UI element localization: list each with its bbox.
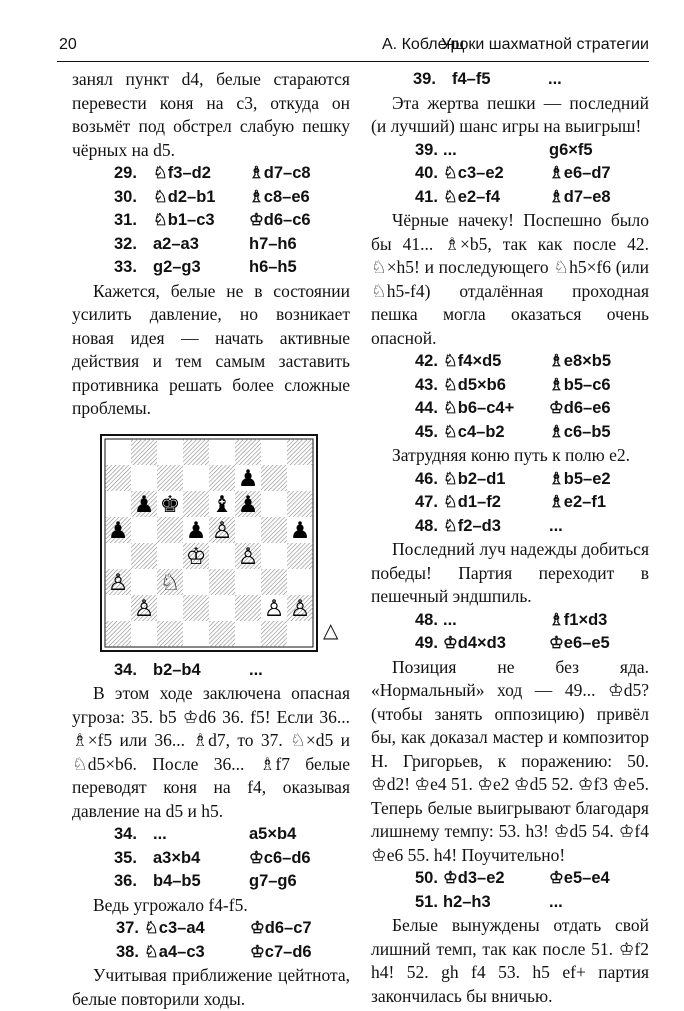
move-number: 47.: [415, 493, 438, 511]
dark-square: [209, 621, 235, 647]
move-row: [371, 186, 649, 210]
white-pawn-icon: ♙: [289, 595, 311, 622]
white-move: ♘c3–e2: [443, 164, 504, 182]
move-list: [371, 609, 649, 656]
move-row: [72, 162, 350, 186]
chess-diagram: [72, 434, 350, 652]
move-number: 34.: [114, 825, 137, 843]
white-move: f4–f5: [452, 70, 491, 88]
move-list: [72, 162, 350, 280]
white-pawn-icon: ♙: [263, 595, 285, 622]
black-pawn-icon: ♟: [133, 491, 155, 518]
dark-square: [157, 465, 183, 491]
paragraph: Белые вынуждены отдать свой лишний темп, так как после 51. ♔f2 h4! 52. gh f4 53. h5 ef+ партия закончилась бы вничью.: [371, 915, 649, 1006]
dark-square: [235, 595, 261, 621]
white-pawn-icon: ♙: [133, 595, 155, 622]
white-move: h2–h3: [443, 892, 491, 911]
move-number: 48.: [415, 610, 438, 629]
black-move: ♔d6–e6: [549, 399, 611, 417]
dark-square: [183, 491, 209, 517]
black-move: ♗d7–c8: [249, 164, 311, 182]
white-move: ♔d4×d3: [443, 634, 506, 652]
black-pawn-icon: ♟: [107, 517, 129, 544]
white-move: ♘a4–c3: [144, 942, 205, 961]
dark-square: [131, 543, 157, 569]
black-move: ♗e8×b5: [549, 352, 612, 370]
chess-board: [100, 434, 318, 652]
move-row: [371, 139, 649, 163]
black-move: ...: [549, 892, 563, 911]
paragraph: Кажется, белые не в состоянии усилить давление, но возникает новая идея — начать активные действия и тем самым заставить противника решать более сложные проблемы.: [72, 280, 350, 418]
black-move: ♗b5–e2: [549, 469, 611, 488]
move-list: [371, 468, 649, 539]
black-move: ♗e2–f1: [549, 493, 606, 511]
paragraph: Эта жертва пешки — последний (и лучший) шанс игры на выигрыш!: [371, 92, 649, 136]
white-move: b4–b5: [153, 872, 201, 890]
right-column: [371, 68, 649, 1008]
dark-square: [287, 491, 313, 517]
move-number: 46.: [415, 469, 438, 488]
paragraph: Чёрные начеку! Поспешно было бы 41... ♗×b5, так как после 42. ♘×h5! и последующего ♘h5×f6 (или ♘h5-f4) отдалённая проходная пешка могла оказаться очень опасной.: [371, 210, 649, 348]
move-number: 29.: [114, 164, 137, 182]
dark-square: [287, 439, 313, 465]
move-number: 50.: [415, 869, 438, 887]
white-move: ♘f3–d2: [153, 164, 211, 182]
dark-square: [183, 439, 209, 465]
paragraph: Последний луч надежды добиться победы! Партия переходит в пешечный эндшпиль.: [371, 539, 649, 606]
dark-square: [183, 595, 209, 621]
move-list: [371, 350, 649, 444]
black-pawn-icon: ♟: [289, 517, 311, 544]
move-row: [371, 609, 649, 633]
author-name: А. Кобленц: [382, 36, 465, 53]
white-king-icon: ♔: [185, 543, 207, 570]
move-number: 30.: [114, 187, 137, 206]
move-row: [371, 491, 649, 515]
move-list: [371, 867, 649, 914]
black-move: ♔c7–d6: [250, 942, 312, 961]
move-number: 42.: [415, 352, 438, 370]
black-move: h6–h5: [249, 258, 297, 276]
move-number: 41.: [415, 187, 438, 206]
white-move: a3×b4: [153, 848, 201, 867]
move-row: [371, 468, 649, 492]
move-row: [72, 941, 350, 965]
paragraph: Позиция не без яда. «Нормальный» ход — 49... ♔d5? (чтобы занять оппозицию) привёл бы, как доказал мастер и композитор Н. Григорьев, к поражению: 50. ♔d2! ♔e4 51. ♔e2 ♔d5 52. ♔f3 ♔e5. Теперь белые выигрывают благодаря лишнему темпу: 53. h3! ♔d5 54. ♔f4 ♔e6 55. h4! Поучительно!: [371, 656, 649, 865]
black-move: ♔e5–e4: [549, 869, 610, 887]
move-row: [371, 374, 649, 398]
black-king-icon: ♚: [159, 491, 181, 518]
white-move: ♘b6–c4+: [443, 399, 515, 417]
black-pawn-icon: ♟: [185, 517, 207, 544]
move-row: [72, 256, 350, 280]
dark-square: [287, 543, 313, 569]
move-row: [72, 823, 350, 847]
move-number: 44.: [415, 399, 438, 417]
move-number: 38.: [116, 942, 139, 961]
dark-square: [157, 517, 183, 543]
paragraph: занял пункт d4, белые стараются перевести коня на c3, откуда он возьмёт под обстрел слабую пешку чёрных на d5.: [72, 69, 350, 160]
white-move: b2–b4: [153, 660, 201, 679]
move-number: 48.: [415, 516, 438, 535]
white-move: ♘c3–a4: [144, 919, 205, 937]
white-move: ♘e2–f4: [443, 187, 500, 206]
move-row: [371, 632, 649, 656]
black-move: a5×b4: [249, 825, 297, 843]
white-move: ♘f4×d5: [443, 352, 502, 370]
move-row: [371, 891, 649, 915]
black-move: h7–h6: [249, 234, 297, 253]
white-move: ♘c4–b2: [443, 422, 505, 441]
black-move: ♗d7–e8: [549, 187, 611, 206]
black-move: g6×f5: [549, 140, 593, 159]
paragraph: Затрудняя коню путь к полю e2.: [392, 445, 630, 465]
move-row: [72, 186, 350, 210]
header-rule: [57, 61, 649, 62]
black-move: ♔e6–e5: [549, 634, 610, 652]
black-pawn-icon: ♟: [237, 491, 259, 518]
white-move: ♘d5×b6: [443, 375, 506, 394]
move-row: [371, 515, 649, 539]
white-move: ♘d2–b1: [153, 187, 216, 206]
black-move: ♗e6–d7: [549, 164, 611, 182]
paragraph: Ведь угрожало f4-f5.: [93, 894, 248, 915]
move-number: 37.: [116, 919, 139, 937]
white-move: ...: [443, 610, 457, 629]
move-number: 45.: [415, 422, 438, 441]
move-number: 33.: [114, 258, 137, 276]
dark-square: [209, 465, 235, 491]
move-list: [371, 68, 649, 92]
dark-square: [209, 569, 235, 595]
black-move: ♗b5–c6: [549, 375, 611, 394]
black-move: ♔d6–c7: [250, 919, 312, 937]
dark-square: [105, 465, 131, 491]
move-row: [371, 397, 649, 421]
move-row: [72, 870, 350, 894]
black-move: g7–g6: [249, 872, 297, 890]
move-number: 34.: [114, 660, 137, 679]
dark-square: [261, 517, 287, 543]
white-move: g2–g3: [153, 258, 201, 276]
white-pawn-icon: ♙: [211, 517, 233, 544]
black-pawn-icon: ♟: [237, 465, 259, 492]
move-row: [371, 421, 649, 445]
dark-square: [157, 621, 183, 647]
move-row: [371, 350, 649, 374]
move-number: 51.: [415, 892, 438, 911]
white-pawn-icon: ♙: [107, 569, 129, 596]
move-number: 31.: [114, 211, 137, 229]
move-number: 39.: [415, 140, 438, 159]
dark-square: [261, 569, 287, 595]
move-list: [72, 823, 350, 894]
paragraph: Учитывая приближение цейтнота, белые повторили ходы.: [72, 965, 350, 1009]
black-move: ♗f1×d3: [549, 610, 608, 629]
white-move: ♘b2–d1: [443, 469, 506, 488]
move-list: [72, 917, 350, 964]
white-to-move-icon: △: [323, 617, 339, 642]
dark-square: [261, 465, 287, 491]
dark-square: [235, 439, 261, 465]
page-number: 20: [59, 36, 77, 53]
white-pawn-icon: ♙: [237, 543, 259, 570]
black-move: ...: [549, 516, 563, 535]
black-move: ♗c8–e6: [249, 187, 310, 206]
white-move: ...: [443, 140, 457, 159]
white-knight-icon: ♘: [159, 569, 181, 596]
left-column: [72, 68, 350, 1011]
black-bishop-icon: ♝: [211, 491, 233, 518]
paragraph: В этом ходе заключена опасная угроза: 35. b5 ♔d6 36. f5! Если 36... ♗×f5 или 36... ♗d7, то 37. ♘×d5 и ♘d5×b6. После 36... ♗f7 белые переводят коня на f4, оказывая давление на d5 и h5.: [72, 683, 350, 821]
dark-square: [105, 621, 131, 647]
move-row: [371, 68, 649, 92]
black-move: ...: [249, 660, 263, 679]
dark-square: [261, 621, 287, 647]
move-row: [72, 917, 350, 941]
white-move: ♘f2–d3: [443, 516, 501, 535]
move-number: 49.: [415, 634, 438, 652]
move-number: 39.: [413, 70, 436, 88]
white-move: ♔d3–e2: [443, 869, 505, 887]
white-move: a2–a3: [153, 234, 199, 253]
black-move: ...: [548, 70, 562, 88]
black-move: ♗c6–b5: [549, 422, 611, 441]
black-move: ♔c6–d6: [249, 848, 311, 867]
dark-square: [131, 439, 157, 465]
white-move: ♘b1–c3: [153, 211, 215, 229]
move-row: [371, 867, 649, 891]
move-list: [72, 659, 350, 683]
move-number: 35.: [114, 848, 137, 867]
move-row: [371, 162, 649, 186]
running-header: [57, 28, 649, 62]
move-number: 36.: [114, 872, 137, 890]
move-number: 40.: [415, 164, 438, 182]
black-move: ♔d6–c6: [249, 211, 311, 229]
white-move: ♘d1–f2: [443, 493, 501, 511]
book-title: Уроки шахматной стратегии: [441, 36, 649, 53]
move-row: [72, 233, 350, 257]
move-row: [72, 659, 350, 683]
move-number: 32.: [114, 234, 137, 253]
move-number: 43.: [415, 375, 438, 394]
move-list: [371, 139, 649, 210]
move-row: [72, 847, 350, 871]
move-row: [72, 209, 350, 233]
white-move: ...: [153, 825, 167, 843]
